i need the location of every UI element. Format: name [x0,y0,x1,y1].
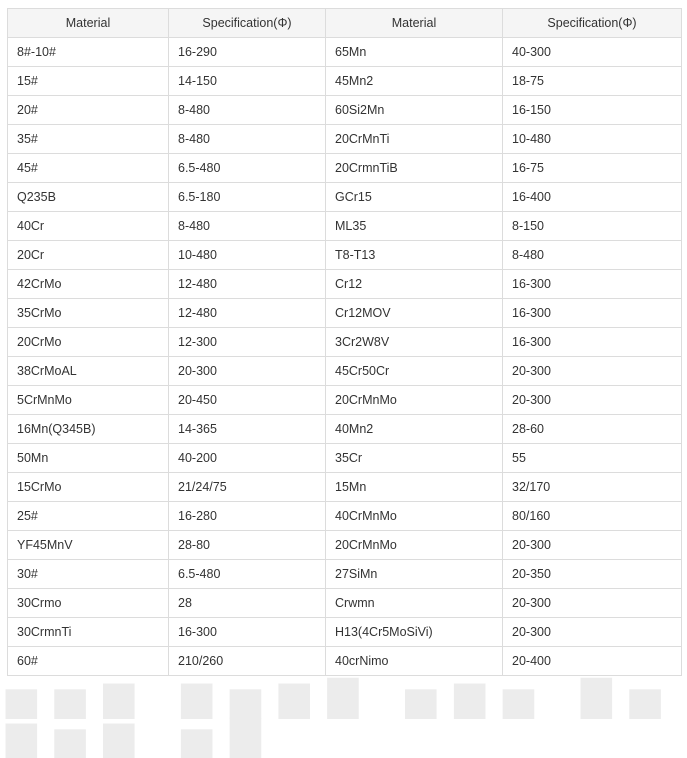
specification-cell: 16-300 [503,270,682,299]
specification-cell: 16-280 [169,502,326,531]
material-cell: 35CrMo [8,299,169,328]
header-material-1: Material [8,9,169,38]
table-row [8,560,682,589]
material-cell: 40CrMnMo [326,502,503,531]
material-cell: 20CrMnTi [326,125,503,154]
material-cell: 8#-10# [8,38,169,67]
specification-cell: 20-300 [503,589,682,618]
material-cell: 30Crmo [8,589,169,618]
specification-cell: 40-300 [503,38,682,67]
specification-cell: 16-300 [503,299,682,328]
specification-cell: 12-300 [169,328,326,357]
specification-cell: 16-300 [503,328,682,357]
specification-cell: 28-60 [503,415,682,444]
specification-cell: 10-480 [503,125,682,154]
specification-cell: 20-300 [169,357,326,386]
specification-cell: 14-365 [169,415,326,444]
table-row [8,183,682,212]
material-cell: 45Cr50Cr [326,357,503,386]
specification-cell: 20-300 [503,386,682,415]
material-cell: 65Mn [326,38,503,67]
material-cell: 25# [8,502,169,531]
specification-cell: 16-400 [503,183,682,212]
material-cell: 45# [8,154,169,183]
material-cell: 60Si2Mn [326,96,503,125]
material-cell: 15Mn [326,473,503,502]
table-header [8,9,682,38]
material-cell: H13(4Cr5MoSiVi) [326,618,503,647]
table-row [8,473,682,502]
specification-cell: 21/24/75 [169,473,326,502]
table-row [8,531,682,560]
material-cell: 20CrMnMo [326,386,503,415]
specification-cell: 16-150 [503,96,682,125]
header-material-2: Material [326,9,503,38]
material-cell: GCr15 [326,183,503,212]
specification-cell: 28 [169,589,326,618]
specification-cell: 12-480 [169,270,326,299]
specification-cell: 6.5-480 [169,560,326,589]
table-row [8,618,682,647]
table-row [8,96,682,125]
table-row [8,241,682,270]
specification-cell: 20-300 [503,531,682,560]
material-spec-table [7,8,682,676]
table-row [8,357,682,386]
specification-cell: 8-480 [169,96,326,125]
specification-cell: 10-480 [169,241,326,270]
specification-cell: 20-300 [503,357,682,386]
material-cell: 16Mn(Q345B) [8,415,169,444]
table-row [8,67,682,96]
specification-cell: 16-75 [503,154,682,183]
material-cell: 15CrMo [8,473,169,502]
material-cell: 30# [8,560,169,589]
material-cell: YF45MnV [8,531,169,560]
material-cell: ML35 [326,212,503,241]
material-cell: T8-T13 [326,241,503,270]
header-specification-2: Specification(Φ) [503,9,682,38]
specification-cell: 14-150 [169,67,326,96]
specification-cell: 20-350 [503,560,682,589]
specification-cell: 12-480 [169,299,326,328]
specification-cell: 20-450 [169,386,326,415]
material-cell: 3Cr2W8V [326,328,503,357]
material-cell: Q235B [8,183,169,212]
table-row [8,589,682,618]
material-cell: Cr12 [326,270,503,299]
material-cell: 40Cr [8,212,169,241]
specification-cell: 28-80 [169,531,326,560]
specification-cell: 210/260 [169,647,326,676]
material-cell: 38CrMoAL [8,357,169,386]
faded-background-band: ▅▅▆ ▆▅▆▇ ▅▆▅ ▇▅ ▆▅▆ ▅▇ [6,674,679,758]
specification-cell: 8-480 [169,212,326,241]
header-row [8,9,682,38]
table-row [8,270,682,299]
material-cell: Cr12MOV [326,299,503,328]
header-specification-1: Specification(Φ) [169,9,326,38]
material-cell: 20Cr [8,241,169,270]
table-row [8,328,682,357]
specification-cell: 20-400 [503,647,682,676]
material-cell: 15# [8,67,169,96]
table-row [8,212,682,241]
material-cell: 20CrmnTiB [326,154,503,183]
specification-cell: 55 [503,444,682,473]
specification-cell: 16-290 [169,38,326,67]
specification-cell: 6.5-180 [169,183,326,212]
specification-cell: 32/170 [503,473,682,502]
table-row [8,38,682,67]
material-cell: 42CrMo [8,270,169,299]
material-cell: 40Mn2 [326,415,503,444]
material-cell: 50Mn [8,444,169,473]
table-body [8,38,682,676]
specification-cell: 8-480 [503,241,682,270]
material-cell: 27SiMn [326,560,503,589]
table-row [8,647,682,676]
specification-cell: 6.5-480 [169,154,326,183]
table-row [8,444,682,473]
material-cell: 40crNimo [326,647,503,676]
table-row [8,502,682,531]
table-row [8,415,682,444]
material-cell: 5CrMnMo [8,386,169,415]
specification-cell: 80/160 [503,502,682,531]
material-cell: 20# [8,96,169,125]
material-cell: 20CrMnMo [326,531,503,560]
specification-cell: 18-75 [503,67,682,96]
table-row [8,154,682,183]
material-cell: 45Mn2 [326,67,503,96]
specification-cell: 16-300 [169,618,326,647]
material-cell: Crwmn [326,589,503,618]
specification-cell: 8-480 [169,125,326,154]
material-cell: 60# [8,647,169,676]
specification-cell: 20-300 [503,618,682,647]
specification-cell: 8-150 [503,212,682,241]
table-row [8,125,682,154]
table-row [8,299,682,328]
material-cell: 20CrMo [8,328,169,357]
material-cell: 35# [8,125,169,154]
material-cell: 35Cr [326,444,503,473]
specification-cell: 40-200 [169,444,326,473]
material-cell: 30CrmnTi [8,618,169,647]
table-row [8,386,682,415]
